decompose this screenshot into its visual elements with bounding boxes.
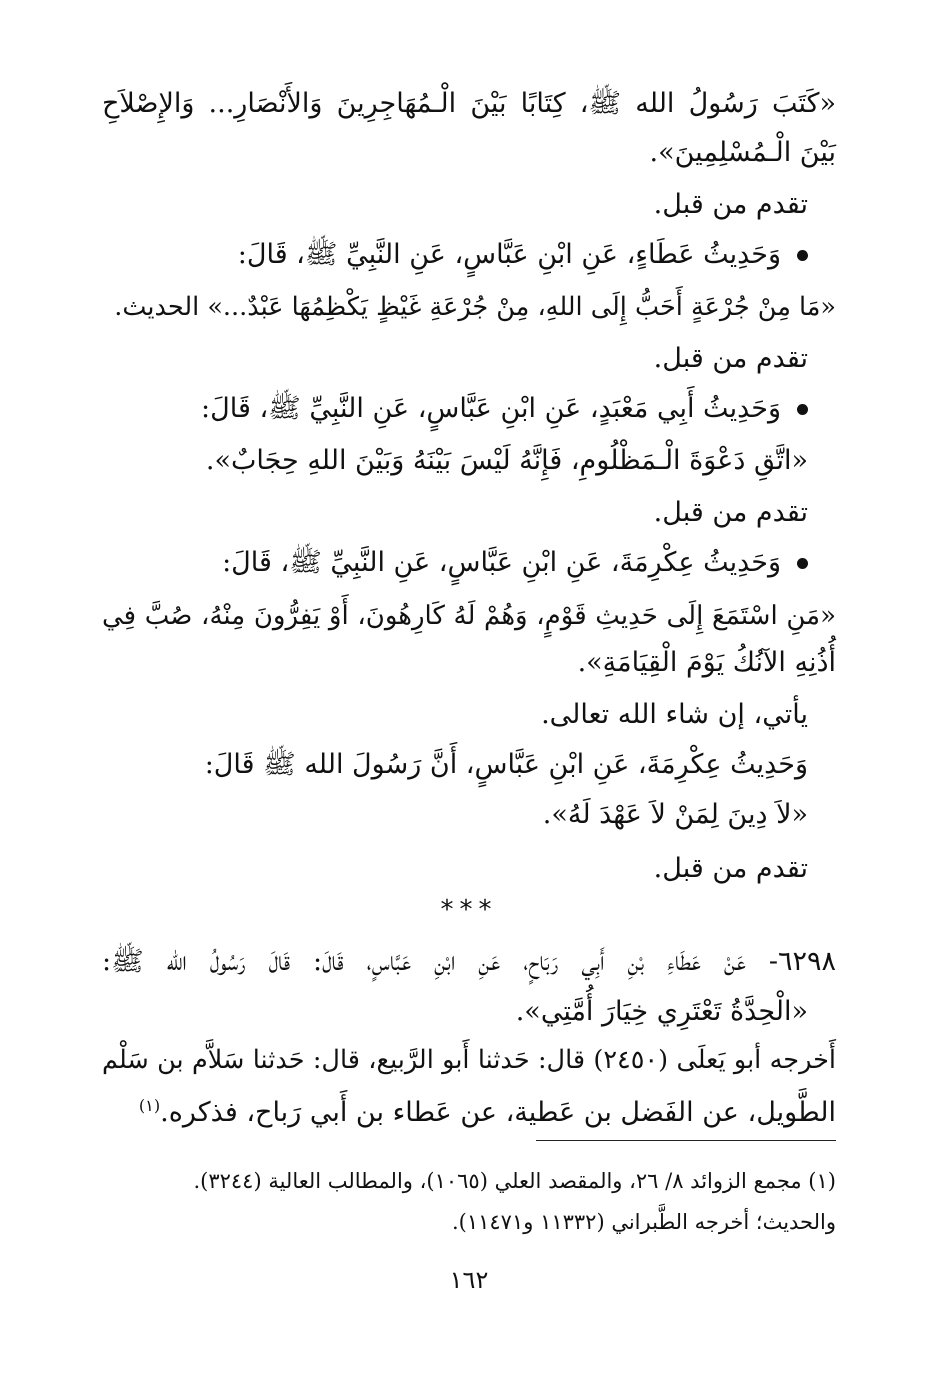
text-line-5: «مَا مِنْ جُرْعَةٍ أَحَبُّ إِلَى اللهِ، مِنْ جُرْعَةِ غَيْظٍ يَكْظِمُهَا عَبْدٌ...» الحديث.: [114, 292, 836, 322]
hadith-chain-ikrima-2: وَحَدِيثُ عِكْرِمَةَ، عَنِ ابْنِ عَبَّاسٍ، أَنَّ رَسُولَ الله ﷺ قَالَ:: [204, 749, 808, 780]
footnote-2: والحديث؛ أخرجه الطَّبراني (١١٣٣٢ و١١٤٧١).: [451, 1210, 836, 1234]
page-number: ١٦٢: [449, 1266, 489, 1294]
section-separator: ***: [440, 895, 498, 925]
hadith-6298-chain: ٦٢٩٨- عَنْ عَطَاءِ بْنِ أَبِي رَبَاحٍ، عَنِ ابْنِ عَبَّاسٍ، قَالَ: قَالَ رَسُولُ الله ﷺ:: [102, 946, 836, 977]
hadith-chain-ata: [74, 235, 808, 275]
hadith-chain-abu-mabad: [74, 389, 808, 429]
hadith-chain-text: وَحَدِيثُ أَبِي مَعْبَدٍ، عَنِ ابْنِ عَبَّاسٍ، عَنِ النَّبِيِّ ﷺ، قَالَ:: [201, 393, 781, 424]
hadith-6298-text: «الْحِدَّةُ تَعْتَرِي خِيَارَ أُمَّتِي».: [515, 996, 808, 1027]
note-prior-4: تقدم من قبل.: [653, 853, 808, 884]
takhrij-line-2: [102, 1086, 836, 1133]
text-line-15: «لاَ دِينَ لِمَنْ لاَ عَهْدَ لَهُ».: [542, 799, 808, 830]
note-prior-2: تقدم من قبل.: [653, 343, 808, 374]
text-line-1: «كَتَبَ رَسُولُ الله ﷺ، كِتَابًا بَيْنَ الْـمُهَاجِرِينَ وَالأَنْصَارِ... وَالإِصْلاَحِ: [102, 88, 836, 119]
note-coming: يأتي، إن شاء الله تعالى.: [541, 699, 808, 730]
hadith-chain-text: وَحَدِيثُ عَطَاءٍ، عَنِ ابْنِ عَبَّاسٍ، عَنِ النَّبِيِّ ﷺ، قَالَ:: [237, 239, 781, 270]
note-prior-1: تقدم من قبل.: [653, 189, 808, 220]
hadith-chain-ikrima: [74, 543, 808, 583]
footnote-1: (١) مجمع الزوائد ٨/ ٢٦، والمقصد العلي (١٠٦٥)، والمطالب العالية (٣٢٤٤).: [193, 1169, 836, 1193]
hadith-chain-text: وَحَدِيثُ عِكْرِمَةَ، عَنِ ابْنِ عَبَّاسٍ، عَنِ النَّبِيِّ ﷺ، قَالَ:: [222, 547, 781, 578]
text-line-2: بَيْنَ الْـمُسْلِمِينَ».: [649, 137, 836, 168]
bullet-icon: [797, 558, 808, 569]
text-line-11: «مَنِ اسْتَمَعَ إِلَى حَدِيثِ قَوْمٍ، وَهُمْ لَهُ كَارِهُونَ، أَوْ يَفِرُّونَ مِنْهُ، صُبَّ فِي: [102, 601, 836, 631]
bullet-icon: [797, 250, 808, 261]
note-prior-3: تقدم من قبل.: [653, 497, 808, 528]
text-line-12: أُذُنِهِ الآنُكُ يَوْمَ الْقِيَامَةِ».: [577, 647, 836, 678]
takhrij-line-2-text: الطَّويل، عن الفَضل بن عَطية، عن عَطاء بن أَبي رَباح، فذكره.: [160, 1097, 836, 1128]
text-line-8: «اتَّقِ دَعْوَةَ الْـمَظْلُومِ، فَإِنَّهُ لَيْسَ بَيْنَهُ وَبَيْنَ اللهِ حِجَابٌ».: [205, 445, 808, 476]
footnote-reference[interactable]: (١): [138, 1096, 161, 1115]
bullet-icon: [797, 404, 808, 415]
footnote-divider: [536, 1140, 836, 1141]
takhrij-line-1: أَخرجه أبو يَعلَى (٢٤٥٠) قال: حَدثنا أَبو الرَّبيع، قال: حَدثنا سَلاَّم بن سَلْم: [102, 1045, 836, 1075]
